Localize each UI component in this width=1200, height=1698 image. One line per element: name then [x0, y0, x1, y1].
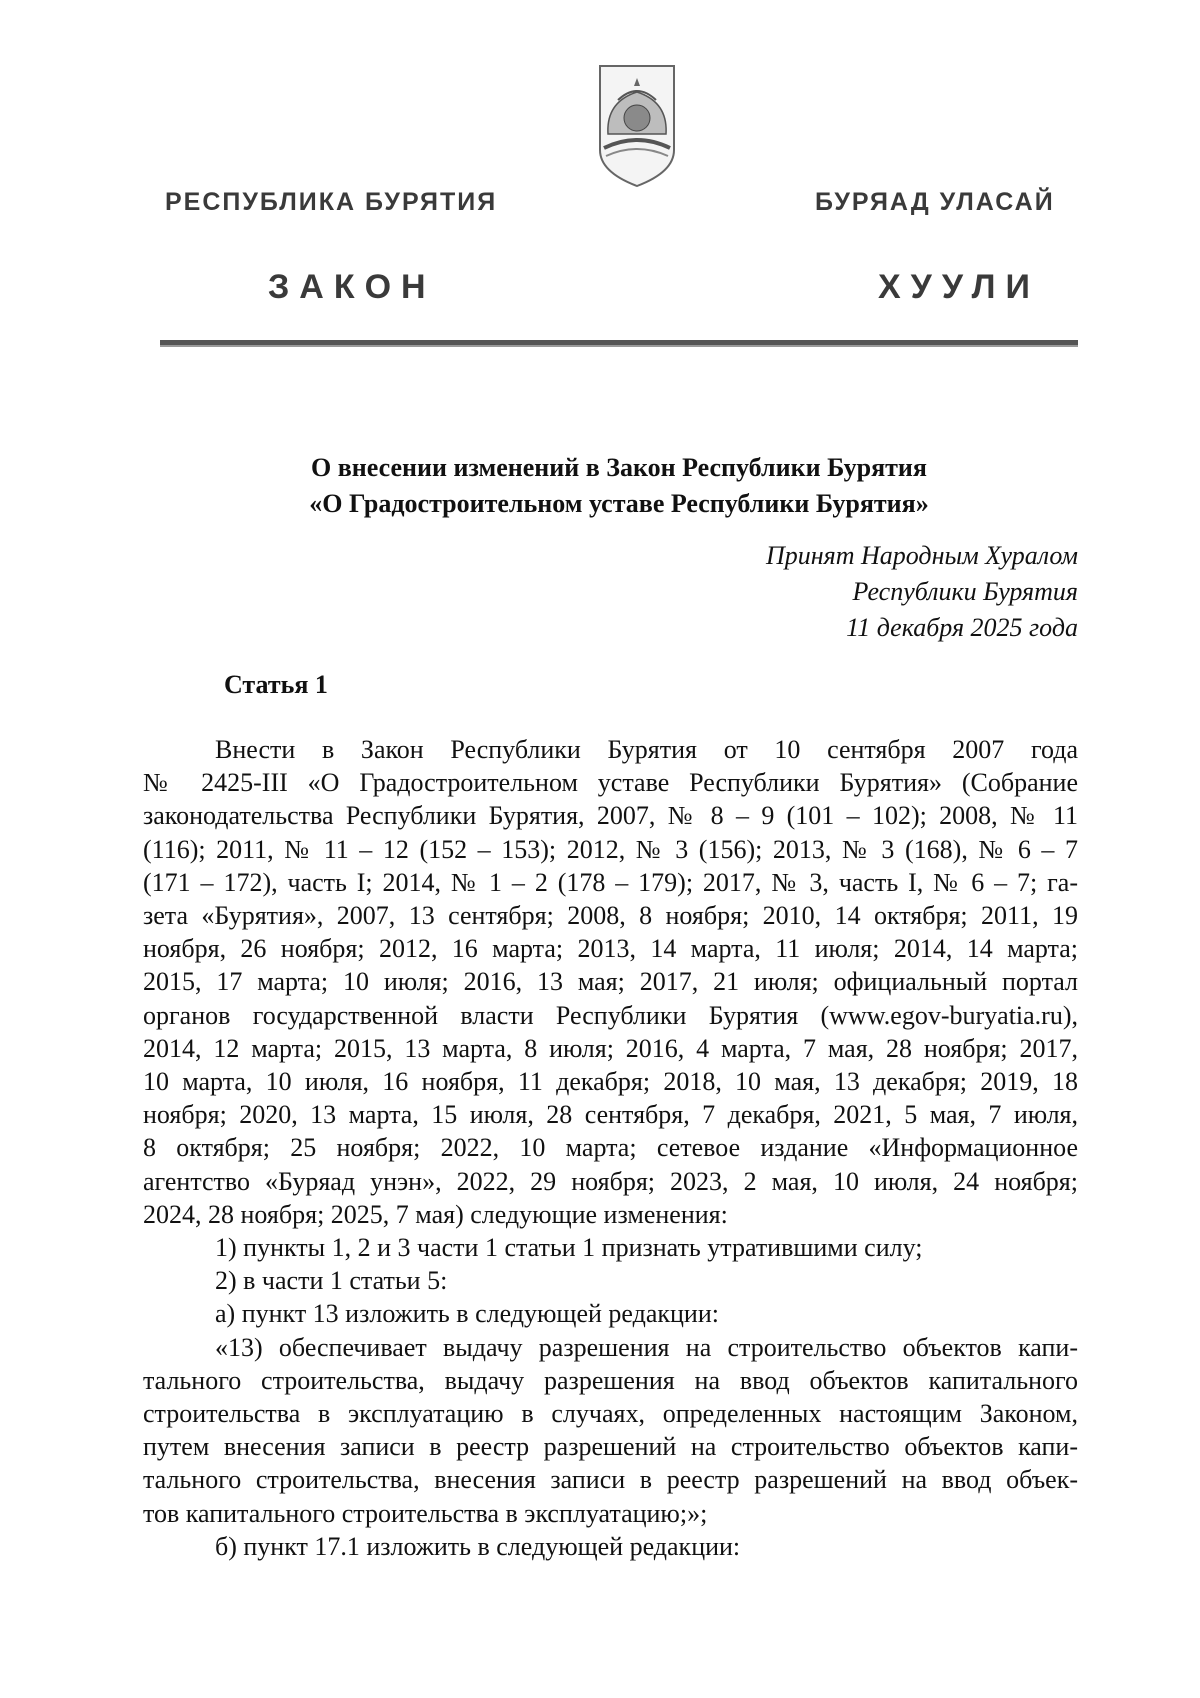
body-line: (116); 2011, № 11 – 12 (152 – 153); 2012, № 3 (156); 2013, № 3 (168), № 6 – 7 [143, 834, 1078, 864]
body-line: 10 марта, 10 июля, 16 ноября, 11 декабря; 2018, 10 мая, 13 декабря; 2019, 18 [143, 1067, 1078, 1097]
body-line: № 2425-III «О Градостроительном уставе Республики Бурятия» (Собрание [143, 768, 1078, 798]
coat-of-arms-icon [598, 62, 676, 188]
title-line: О внесении изменений в Закон Республики Бурятия [311, 453, 927, 482]
body-line: Внести в Закон Республики Бурятия от 10 сентября 2007 года [215, 735, 1078, 764]
law-heading-bu: ХУУЛИ [878, 268, 1040, 306]
quoted-line: строительства в эксплуатацию в случаях, определенных настоящим Законом, [143, 1399, 1078, 1429]
body-line: ноября; 2020, 13 марта, 15 июля, 28 сентября, 7 декабря, 2021, 5 мая, 7 июля, [143, 1100, 1078, 1130]
adoption-line: Принят Народным Хуралом [765, 541, 1078, 570]
quoted-line: тального строительства, выдачу разрешения на ввод объектов капитального [143, 1365, 1078, 1395]
body-line: 2024, 28 ноября; 2025, 7 мая) следующие изменения: [143, 1199, 728, 1229]
republic-name-bu: БУРЯАД УЛАСАЙ [815, 188, 1055, 216]
body-line: 2014, 12 марта; 2015, 13 марта, 8 июля; 2016, 4 марта, 7 мая, 28 ноября; 2017, [143, 1033, 1078, 1063]
adoption-note [766, 538, 1078, 646]
list-item: а) пункт 13 изложить в следующей редакции: [215, 1299, 719, 1329]
body-line: ноября, 26 ноября; 2012, 16 марта; 2013, 14 марта, 11 июля; 2014, 14 марта; [143, 934, 1078, 964]
body-line: 2015, 17 марта; 10 июля; 2016, 13 мая; 2017, 21 июля; официальный портал [143, 967, 1078, 997]
body-line: 8 октября; 25 ноября; 2022, 10 марта; сетевое издание «Информационное [143, 1133, 1078, 1163]
adoption-line: Республики Бурятия [852, 577, 1078, 606]
republic-name-ru: РЕСПУБЛИКА БУРЯТИЯ [165, 188, 498, 216]
quoted-line: путем внесения записи в реестр разрешений на строительство объектов капи- [143, 1432, 1078, 1462]
document-title [160, 450, 1078, 522]
adoption-line: 11 декабря 2025 года [846, 613, 1078, 642]
article-heading: Статья 1 [224, 670, 328, 699]
quoted-line: «13) обеспечивает выдачу разрешения на строительство объектов капи- [215, 1332, 1078, 1362]
body-line: зета «Бурятия», 2007, 13 сентября; 2008, 8 ноября; 2010, 14 октября; 2011, 19 [143, 901, 1078, 931]
body-line: законодательства Республики Бурятия, 2007, № 8 – 9 (101 – 102); 2008, № 11 [143, 801, 1078, 831]
body-line: органов государственной власти Республики Бурятия (www.egov-buryatia.ru), [143, 1000, 1078, 1030]
quoted-line: тального строительства, внесения записи в реестр разрешений на ввод объек- [143, 1465, 1078, 1495]
list-item: 1) пункты 1, 2 и 3 части 1 статьи 1 признать утратившими силу; [215, 1233, 923, 1263]
list-item: 2) в части 1 статьи 5: [215, 1266, 448, 1296]
header-divider [160, 340, 1078, 347]
quoted-line: тов капитального строительства в эксплуатацию;»; [143, 1498, 708, 1528]
body-line: (171 – 172), часть I; 2014, № 1 – 2 (178 – 179); 2017, № 3, часть I, № 6 – 7; га- [143, 867, 1078, 897]
title-line: «О Градостроительном уставе Республики Бурятия» [309, 489, 929, 518]
law-heading-ru: ЗАКОН [268, 268, 436, 306]
article-body [143, 733, 1078, 1563]
list-item: б) пункт 17.1 изложить в следующей редакции: [215, 1531, 741, 1561]
body-line: агентство «Буряад унэн», 2022, 29 ноября; 2023, 2 мая, 10 июля, 24 ноября; [143, 1166, 1078, 1196]
